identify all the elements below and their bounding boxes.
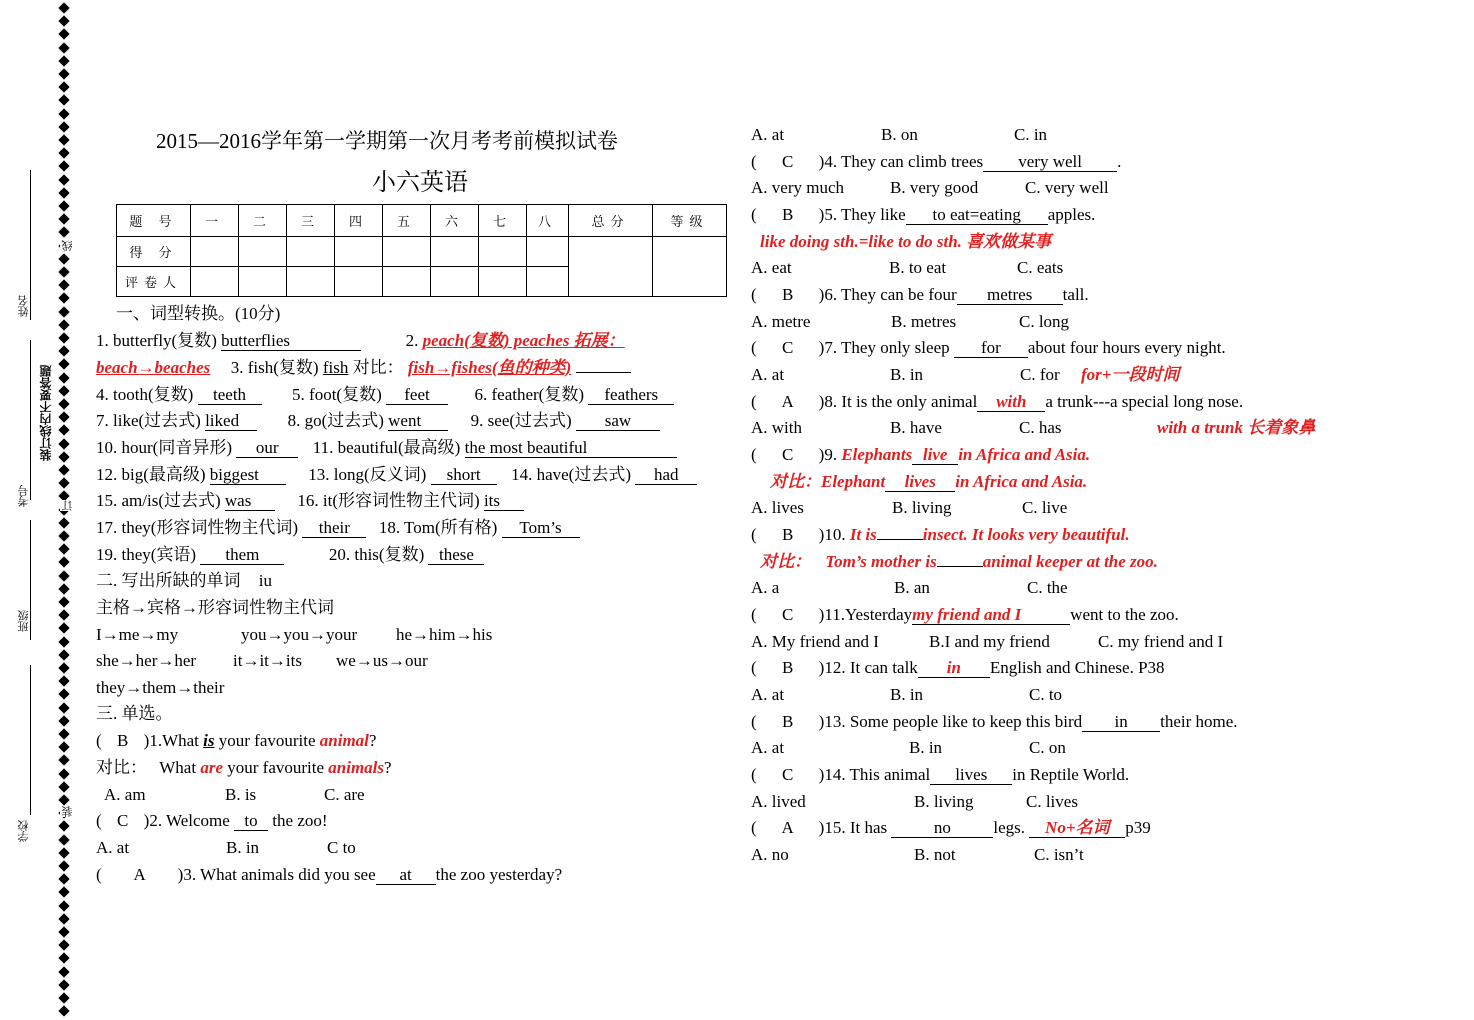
diamond-mark bbox=[58, 306, 69, 317]
option[interactable]: C. my friend and I bbox=[1098, 632, 1224, 651]
diamond-mark bbox=[58, 29, 69, 40]
diamond-mark bbox=[58, 478, 69, 489]
score-cell[interactable] bbox=[527, 237, 569, 267]
q9: ( C )9. Elephants live in Africa and Asia. bbox=[751, 445, 1091, 464]
answer-13[interactable]: short bbox=[431, 466, 497, 485]
header-cell: 八 bbox=[527, 205, 569, 237]
diamond-mark bbox=[58, 742, 69, 753]
s1-row-6: 12. big(最高级) biggest 13. long(反义词) short 14. have(过去式) had bbox=[96, 464, 697, 486]
diamond-mark bbox=[58, 332, 69, 343]
diamond-mark bbox=[58, 280, 69, 291]
option[interactable]: C. lives bbox=[1026, 792, 1078, 811]
diamond-mark bbox=[58, 966, 69, 977]
header-cell: 四 bbox=[335, 205, 383, 237]
answer-1[interactable]: butterflies bbox=[221, 332, 361, 351]
diamond-mark bbox=[58, 676, 69, 687]
answer-20[interactable]: these bbox=[428, 546, 484, 565]
option[interactable]: A. at bbox=[751, 738, 785, 757]
option[interactable]: B. an bbox=[894, 578, 930, 597]
option[interactable]: A. lives bbox=[751, 498, 804, 517]
q15-note: No+名词 bbox=[1029, 819, 1125, 838]
diamond-mark bbox=[58, 953, 69, 964]
answer-11[interactable]: the most beautiful bbox=[465, 439, 677, 458]
exam-title: 2015—2016学年第一学期第一次月考考前模拟试卷 bbox=[156, 129, 618, 153]
q14: ( C )14. This animal lives in Reptile World. bbox=[751, 765, 1130, 784]
diamond-mark bbox=[58, 649, 69, 660]
section2-heading: 二. 写出所缺的单词 iu bbox=[96, 571, 272, 590]
diamond-mark bbox=[58, 398, 69, 409]
answer-4[interactable]: teeth bbox=[198, 386, 262, 405]
diamond-mark bbox=[58, 517, 69, 528]
diamond-mark bbox=[58, 794, 69, 805]
diamond-mark bbox=[58, 834, 69, 845]
option[interactable]: A. metre bbox=[751, 312, 811, 331]
diamond-mark bbox=[58, 926, 69, 937]
diamond-mark bbox=[58, 887, 69, 898]
q1-compare: 对比： What are your favourite animals? bbox=[96, 758, 392, 777]
diamond-mark bbox=[58, 596, 69, 607]
diamond-mark bbox=[58, 702, 69, 713]
score-cell[interactable] bbox=[287, 237, 335, 267]
diamond-mark bbox=[58, 583, 69, 594]
q11: ( C )11.Yesterdaymy friend and I went to the zoo. bbox=[751, 605, 1179, 624]
answer-6[interactable]: feathers bbox=[588, 386, 674, 405]
answer-7[interactable]: liked bbox=[205, 412, 257, 431]
option[interactable]: A. am bbox=[104, 785, 146, 804]
q4-answer[interactable]: C bbox=[782, 152, 794, 171]
diamond-mark bbox=[58, 187, 69, 198]
diamond-mark bbox=[58, 134, 69, 145]
header-cell: 三 bbox=[287, 205, 335, 237]
answer-2[interactable]: peach(复数) peaches 拓展： bbox=[422, 331, 625, 350]
header-cell: 等级 bbox=[653, 205, 727, 237]
diamond-mark bbox=[58, 662, 69, 673]
answer-9[interactable]: saw bbox=[576, 412, 660, 431]
option[interactable]: B. in bbox=[890, 365, 924, 384]
exam-no-label: 考号 bbox=[18, 485, 30, 507]
option[interactable]: A. a bbox=[751, 578, 780, 597]
answer-2-extension: beach→beaches bbox=[96, 358, 211, 377]
diamond-mark bbox=[58, 623, 69, 634]
diamond-mark bbox=[58, 425, 69, 436]
total-cell[interactable] bbox=[569, 237, 653, 297]
q1: ( B )1.What is your favourite animal? bbox=[96, 731, 377, 750]
diamond-mark bbox=[58, 359, 69, 370]
q15-options bbox=[751, 844, 1084, 866]
answer-17[interactable]: their bbox=[302, 519, 366, 538]
option[interactable]: C. for bbox=[1020, 365, 1060, 384]
diamond-mark bbox=[58, 412, 69, 423]
pronoun-rule: 主格→宾格→形容词性物主代词 bbox=[96, 598, 334, 617]
q10-options bbox=[751, 577, 1068, 599]
diamond-mark bbox=[58, 900, 69, 911]
option[interactable]: B. is bbox=[225, 785, 257, 804]
header-cell: 总分 bbox=[569, 205, 653, 237]
diamond-mark bbox=[58, 557, 69, 568]
score-cell[interactable] bbox=[191, 237, 239, 267]
diamond-mark bbox=[58, 451, 69, 462]
diamond-mark bbox=[58, 55, 69, 66]
option[interactable]: A. at bbox=[751, 365, 785, 384]
option[interactable]: A. lived bbox=[751, 792, 806, 811]
q9-compare: 对比：Elephant lives in Africa and Asia. bbox=[770, 472, 1088, 491]
diamond-mark bbox=[58, 68, 69, 79]
q1-answer[interactable]: B bbox=[117, 731, 129, 750]
section1-heading: 一、词型转换。(10分) bbox=[116, 304, 281, 323]
grader-cell[interactable] bbox=[383, 267, 431, 297]
diamond-mark bbox=[58, 227, 69, 238]
option[interactable]: A. My friend and I bbox=[751, 632, 879, 651]
diamond-mark bbox=[58, 82, 69, 93]
option[interactable]: C. very well bbox=[1025, 178, 1109, 197]
q7-answer[interactable]: C bbox=[782, 338, 794, 357]
answer-16[interactable]: its bbox=[484, 492, 524, 511]
score-cell[interactable] bbox=[479, 237, 527, 267]
q13-options bbox=[751, 737, 1066, 759]
diamond-mark bbox=[58, 544, 69, 555]
s1-row-2: beach→beaches 3. fish(复数) fish 对比： fish→fishes(鱼的种类) bbox=[96, 357, 631, 379]
diamond-mark bbox=[58, 385, 69, 396]
option[interactable]: C. long bbox=[1019, 312, 1070, 331]
name-label: 姓名 bbox=[18, 295, 30, 317]
pronoun-row-3: they→them→their bbox=[96, 678, 225, 697]
diamond-mark bbox=[58, 728, 69, 739]
option[interactable]: B. to eat bbox=[889, 258, 947, 277]
q4-options bbox=[751, 177, 1109, 199]
s1-row-7: 15. am/is(过去式) was 16. it(形容词性物主代词) its bbox=[96, 490, 524, 512]
q14-answer[interactable]: C bbox=[782, 765, 794, 784]
diamond-mark bbox=[58, 874, 69, 885]
diamond-mark bbox=[58, 913, 69, 924]
grader-cell[interactable] bbox=[287, 267, 335, 297]
diamond-mark bbox=[58, 148, 69, 159]
q8: ( A )8. It is the only animal with a trunk---a special long nose. bbox=[751, 392, 1244, 411]
option[interactable]: C. has bbox=[1019, 418, 1062, 437]
diamond-mark bbox=[58, 372, 69, 383]
diamond-mark bbox=[58, 610, 69, 621]
diamond-mark bbox=[58, 715, 69, 726]
q14-options bbox=[751, 791, 1078, 813]
option[interactable]: B. very good bbox=[890, 178, 979, 197]
option[interactable]: A. at bbox=[96, 838, 130, 857]
diamond-mark bbox=[58, 214, 69, 225]
school-label: 学校 bbox=[18, 820, 30, 842]
q9-options bbox=[751, 497, 1067, 519]
header-cell: 五 bbox=[383, 205, 431, 237]
diamond-mark bbox=[58, 266, 69, 277]
diamond-mark bbox=[58, 464, 69, 475]
q5-options bbox=[751, 257, 1063, 279]
diamond-mark bbox=[58, 636, 69, 647]
diamond-mark bbox=[58, 821, 69, 832]
q5: ( B )5. They like to eat=eating apples. bbox=[751, 205, 1096, 224]
q2: ( C )2. Welcome to the zoo! bbox=[96, 811, 328, 830]
header-cell: 二 bbox=[239, 205, 287, 237]
s1-row-3: 4. tooth(复数) teeth 5. foot(复数) feet 6. feather(复数) feathers bbox=[96, 384, 674, 406]
option[interactable]: C. on bbox=[1029, 738, 1066, 757]
option[interactable]: B. living bbox=[914, 792, 974, 811]
s1-row-1: 1. butterfly(复数) butterflies 2. peach(复数) peaches 拓展： bbox=[96, 331, 625, 350]
pronoun-row-2: she→her→her it→it→its we→us→our bbox=[96, 651, 428, 670]
option[interactable]: B. in bbox=[890, 685, 924, 704]
q12-answer[interactable]: B bbox=[782, 658, 794, 677]
diamond-mark bbox=[58, 95, 69, 106]
q8-options bbox=[751, 417, 1315, 439]
q8-note: with a trunk 长着象鼻 bbox=[1157, 418, 1316, 437]
header-cell: 六 bbox=[431, 205, 479, 237]
diamond-mark bbox=[58, 768, 69, 779]
section3-heading: 三. 单选。 bbox=[96, 704, 173, 723]
option[interactable]: C. isn’t bbox=[1034, 845, 1084, 864]
diamond-mark bbox=[58, 2, 69, 13]
option[interactable]: C. are bbox=[324, 785, 365, 804]
q10-answer[interactable]: B bbox=[782, 525, 794, 544]
option[interactable]: A. with bbox=[751, 418, 802, 437]
diamond-mark bbox=[58, 319, 69, 330]
q9-answer[interactable]: C bbox=[782, 445, 794, 464]
header-cell: 七 bbox=[479, 205, 527, 237]
header-cell: 题 号 bbox=[117, 205, 191, 237]
exam-subtitle: 小六英语 bbox=[372, 170, 468, 196]
option[interactable]: C. to bbox=[1029, 685, 1063, 704]
q6: ( B )6. They can be four metres tall. bbox=[751, 285, 1089, 304]
school-underline bbox=[30, 665, 31, 815]
option[interactable]: A. eat bbox=[751, 258, 792, 277]
line-char-ding: 订 bbox=[62, 500, 74, 511]
q7-note: for+一段时间 bbox=[1081, 365, 1180, 384]
diamond-mark bbox=[58, 979, 69, 990]
line-char-xian: 线 bbox=[62, 240, 74, 251]
q3-answer[interactable]: A bbox=[133, 865, 146, 884]
option[interactable]: A. at bbox=[751, 125, 785, 144]
s1-row-8: 17. they(形容词性物主代词) their 18. Tom(所有格) Tom’s bbox=[96, 517, 580, 539]
grader-cell[interactable] bbox=[239, 267, 287, 297]
diamond-mark bbox=[58, 847, 69, 858]
q5-answer[interactable]: B bbox=[782, 205, 794, 224]
answer-19[interactable]: them bbox=[200, 546, 284, 565]
q5-note: like doing sth.=like to do sth. 喜欢做某事 bbox=[760, 232, 1052, 251]
grade-cell[interactable] bbox=[653, 237, 727, 297]
score-cell[interactable] bbox=[335, 237, 383, 267]
score-cell[interactable] bbox=[383, 237, 431, 267]
diamond-mark bbox=[58, 108, 69, 119]
answer-15[interactable]: was bbox=[225, 492, 275, 511]
option[interactable]: C. eats bbox=[1017, 258, 1064, 277]
binding-warning: 装订线内不要答题 bbox=[39, 365, 53, 461]
diamond-mark bbox=[58, 253, 69, 264]
option[interactable]: B. metres bbox=[891, 312, 957, 331]
option[interactable]: B. in bbox=[909, 738, 943, 757]
q10: ( B )10. It is insect. It looks very beautiful. bbox=[751, 525, 1130, 544]
option[interactable]: C to bbox=[327, 838, 356, 857]
q2-options bbox=[96, 837, 356, 859]
q8-answer[interactable]: A bbox=[781, 392, 794, 411]
answer-18[interactable]: Tom’s bbox=[502, 519, 580, 538]
grader-cell[interactable] bbox=[527, 267, 569, 297]
diamond-mark bbox=[58, 346, 69, 357]
option[interactable]: B. not bbox=[914, 845, 956, 864]
pronoun-row-1: I→me→my you→you→your he→him→his bbox=[96, 625, 493, 644]
q1-options bbox=[104, 784, 365, 806]
score-table bbox=[116, 204, 727, 297]
option[interactable]: A. no bbox=[751, 845, 789, 864]
q13-answer[interactable]: B bbox=[782, 712, 794, 731]
diamond-mark bbox=[58, 755, 69, 766]
q7-options bbox=[751, 364, 1179, 386]
q15-answer[interactable]: A bbox=[781, 818, 794, 837]
grader-cell[interactable] bbox=[431, 267, 479, 297]
answer-12[interactable]: biggest bbox=[210, 466, 286, 485]
q3: ( A )3. What animals did you see at the zoo yesterday? bbox=[96, 865, 563, 884]
q12-options bbox=[751, 684, 1062, 706]
diamond-mark bbox=[58, 689, 69, 700]
q4: ( C )4. They can climb trees very well . bbox=[751, 152, 1122, 171]
answer-14[interactable]: had bbox=[635, 466, 697, 485]
q10-compare: 对比： Tom’s mother is animal keeper at the zoo. bbox=[760, 552, 1158, 571]
answer-3-compare: fish→fishes(鱼的种类) bbox=[407, 358, 572, 377]
header-cell: 一 bbox=[191, 205, 239, 237]
diamond-mark bbox=[58, 438, 69, 449]
diamond-mark bbox=[58, 992, 69, 1003]
score-cell[interactable] bbox=[239, 237, 287, 267]
s1-row-5: 10. hour(同音异形) our 11. beautiful(最高级) the most beautiful bbox=[96, 437, 677, 459]
exam-no-underline bbox=[30, 340, 31, 500]
diamond-mark bbox=[58, 16, 69, 27]
row-label-score: 得 分 bbox=[117, 237, 191, 267]
grader-cell[interactable] bbox=[479, 267, 527, 297]
s1-row-4: 7. like(过去式) liked 8. go(过去式) went 9. see(过去式) saw bbox=[96, 410, 660, 432]
option[interactable]: B. in bbox=[226, 838, 260, 857]
answer-8[interactable]: went bbox=[388, 412, 448, 431]
answer-3[interactable]: fish bbox=[322, 358, 349, 377]
q6-options bbox=[751, 311, 1069, 333]
q11-options bbox=[751, 631, 1223, 653]
option[interactable]: C. in bbox=[1014, 125, 1048, 144]
answer-10[interactable]: our bbox=[236, 439, 298, 458]
grader-cell[interactable] bbox=[191, 267, 239, 297]
grader-cell[interactable] bbox=[335, 267, 383, 297]
q12: ( B )12. It can talk in English and Chinese. P38 bbox=[751, 658, 1165, 677]
option[interactable]: B.I and my friend bbox=[929, 632, 1050, 651]
option[interactable]: B. have bbox=[890, 418, 942, 437]
s1-row-9: 19. they(宾语) them 20. this(复数) these bbox=[96, 544, 484, 566]
q11-answer[interactable]: C bbox=[782, 605, 794, 624]
q15: ( A )15. It has no legs. No+名词 p39 bbox=[751, 818, 1151, 837]
diamond-mark bbox=[58, 860, 69, 871]
option[interactable]: A. very much bbox=[751, 178, 845, 197]
diamond-mark bbox=[58, 161, 69, 172]
class-label: 班级 bbox=[18, 610, 30, 632]
diamond-mark bbox=[58, 1006, 69, 1017]
diamond-mark bbox=[58, 42, 69, 53]
row-label-grader: 评卷人 bbox=[117, 267, 191, 297]
diamond-mark bbox=[58, 530, 69, 541]
option[interactable]: C. live bbox=[1022, 498, 1068, 517]
diamond-mark bbox=[58, 174, 69, 185]
diamond-mark bbox=[58, 121, 69, 132]
option[interactable]: B. living bbox=[892, 498, 952, 517]
q3-options bbox=[751, 124, 1047, 146]
q6-answer[interactable]: B bbox=[782, 285, 794, 304]
diamond-mark bbox=[58, 781, 69, 792]
diamond-mark bbox=[58, 293, 69, 304]
option[interactable]: B. on bbox=[881, 125, 918, 144]
line-char-zhuang: 装 bbox=[62, 806, 74, 817]
option[interactable]: C. the bbox=[1027, 578, 1068, 597]
q7: ( C )7. They only sleep for about four hours every night. bbox=[751, 338, 1226, 357]
q2-answer[interactable]: C bbox=[117, 811, 129, 830]
q13: ( B )13. Some people like to keep this bird in their home. bbox=[751, 712, 1238, 731]
option[interactable]: A. at bbox=[751, 685, 785, 704]
diamond-mark bbox=[58, 200, 69, 211]
score-cell[interactable] bbox=[431, 237, 479, 267]
diamond-mark bbox=[58, 570, 69, 581]
answer-5[interactable]: feet bbox=[386, 386, 448, 405]
diamond-mark bbox=[58, 940, 69, 951]
